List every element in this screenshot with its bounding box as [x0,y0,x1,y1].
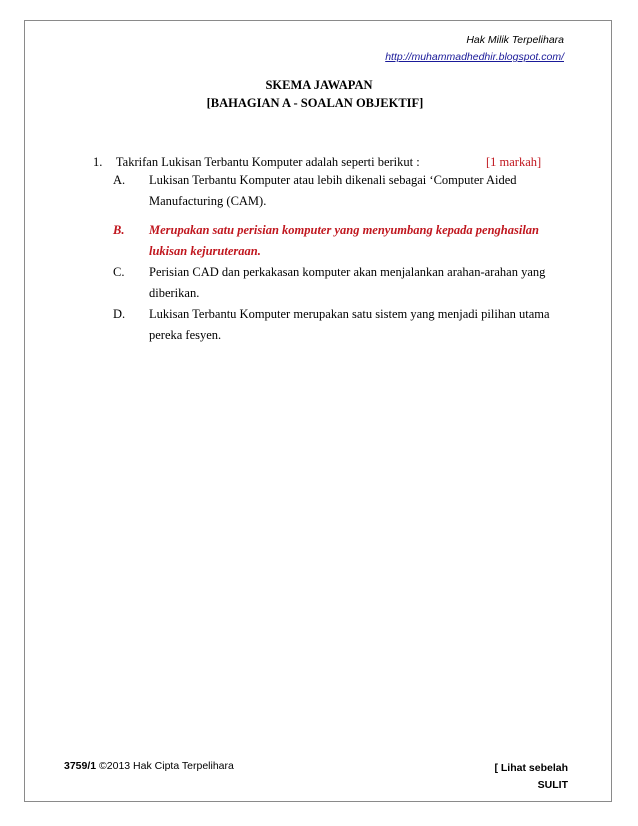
question-number: 1. [93,155,103,169]
blog-link[interactable]: http://muhammadhedhir.blogspot.com/ [385,51,564,63]
option-letter: B. [113,223,125,237]
option-text: Perisian CAD dan perkakasan komputer akan menjalankan arahan-arahan yang diberikan. [149,265,546,300]
header-rights-text: Hak Milik Terpelihara [466,34,564,46]
page-border [24,20,612,802]
option-letter: D. [113,307,126,321]
option-text: Lukisan Terbantu Komputer atau lebih dikenali sebagai ‘Computer Aided Manufacturing (CAM). [149,173,517,208]
classification-label: SULIT [537,779,568,791]
question-text: Takrifan Lukisan Terbantu Komputer adalah seperti berikut : [115,155,420,169]
option-letter: C. [113,265,125,279]
option-text: Lukisan Terbantu Komputer merupakan satu sistem yang menjadi pilihan utama pereka fesyen. [149,307,550,342]
option-a [113,170,573,212]
copyright-text: ©2013 Hak Cipta Terpelihara [99,760,234,772]
option-c [113,262,573,304]
copyright-header [385,32,564,66]
footer-status [494,760,568,794]
option-letter: A. [113,173,126,187]
marks-label: [1 markah] [486,155,542,169]
option-b-correct-answer [113,220,573,262]
option-d [113,304,573,346]
footer-copyright [64,760,234,772]
section-title: [BAHAGIAN A - SOALAN OBJEKTIF] [206,96,424,110]
paper-code: 3759/1 [64,760,97,772]
page-title: SKEMA JAWAPAN [265,78,373,92]
option-text: Merupakan satu perisian komputer yang menyumbang kepada penghasilan lukisan kejuruteraan. [149,223,539,258]
question-stem [93,155,563,170]
next-page-note: [ Lihat sebelah [494,762,568,774]
